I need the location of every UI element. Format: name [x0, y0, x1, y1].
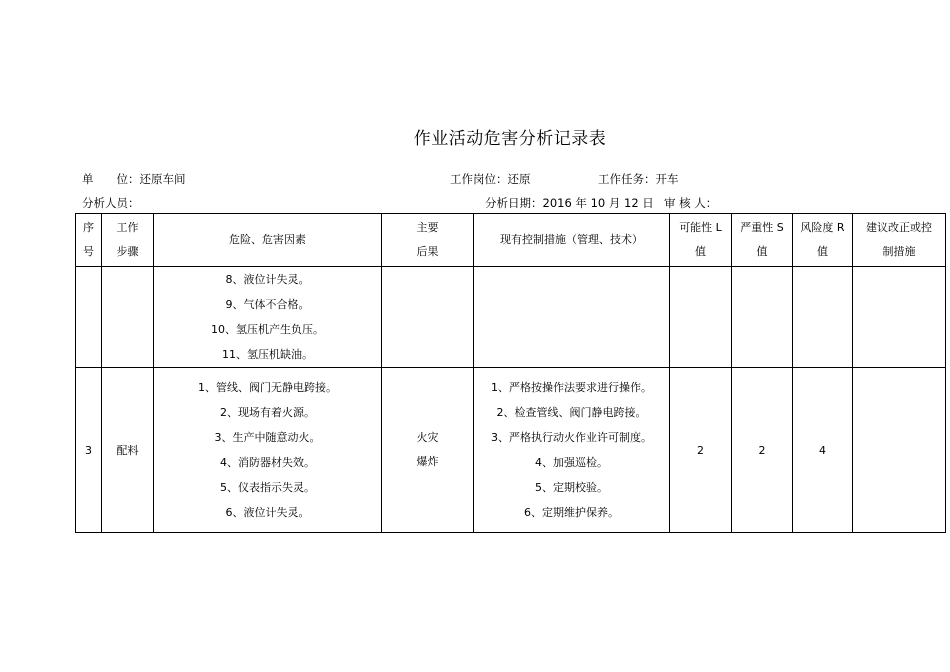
page-title: 作业活动危害分析记录表 [413, 129, 607, 149]
cell-step [102, 267, 154, 368]
cell-risk [793, 267, 853, 368]
unit-label: 单 位： [82, 172, 140, 186]
table-header-row [76, 214, 946, 267]
cell-severity [732, 267, 793, 368]
hazard-item: 5、仪表指示失灵。 [220, 481, 315, 494]
date-label: 分析日期： [485, 196, 543, 210]
cell-consequence: 火灾 爆炸 [382, 368, 474, 533]
cell-seq [76, 267, 102, 368]
header-step: 工作 步骤 [102, 214, 154, 267]
control-item: 2、检查管线、阀门静电跨接。 [496, 406, 647, 419]
header-hazard: 危险、危害因素 [154, 214, 382, 267]
cell-risk: 4 [793, 368, 853, 533]
header-suggestion: 建议改正或控 制措施 [853, 214, 946, 267]
task-field [598, 171, 679, 187]
hazard-item: 6、液位计失灵。 [225, 506, 310, 519]
cell-suggestion [853, 368, 946, 533]
cell-likelihood: 2 [670, 368, 732, 533]
cell-suggestion [853, 267, 946, 368]
date-value: 2016 年 10 月 12 日 [542, 196, 654, 210]
date-field [485, 195, 654, 211]
cell-controls [474, 368, 670, 533]
hazard-item: 9、气体不合格。 [225, 298, 310, 311]
table-row [76, 267, 946, 368]
header-consequence: 主要 后果 [382, 214, 474, 267]
reviewer-label: 审 核 人： [664, 196, 718, 210]
analyst-field [82, 195, 140, 211]
cell-seq: 3 [76, 368, 102, 533]
table-row [76, 368, 946, 533]
analyst-label: 分析人员： [82, 196, 140, 210]
reviewer-field [664, 195, 717, 211]
unit-value: 还原车间 [139, 172, 186, 186]
hazard-item: 11、氢压机缺油。 [222, 348, 313, 361]
post-label: 工作岗位： [450, 172, 508, 186]
hazard-item: 2、现场有着火源。 [220, 406, 315, 419]
header-likelihood: 可能性 L 值 [670, 214, 732, 267]
control-item: 6、定期维护保养。 [524, 506, 619, 519]
hazard-item: 10、氢压机产生负压。 [211, 323, 324, 336]
post-field [450, 171, 531, 187]
task-label: 工作任务： [598, 172, 656, 186]
header-severity: 严重性 S 值 [732, 214, 793, 267]
control-item: 5、定期校验。 [535, 481, 608, 494]
unit-field [82, 171, 186, 187]
control-item: 1、严格按操作法要求进行操作。 [491, 381, 652, 394]
control-item: 4、加强巡检。 [535, 456, 608, 469]
task-value: 开车 [655, 172, 679, 186]
control-item: 3、严格执行动火作业许可制度。 [491, 431, 652, 444]
cell-hazards [154, 267, 382, 368]
cell-hazards [154, 368, 382, 533]
header-risk: 风险度 R 值 [793, 214, 853, 267]
hazard-item: 4、消防器材失效。 [220, 456, 315, 469]
header-controls: 现有控制措施（管理、技术） [474, 214, 670, 267]
header-seq: 序 号 [76, 214, 102, 267]
cell-likelihood [670, 267, 732, 368]
hazard-item: 8、液位计失灵。 [225, 273, 310, 286]
hazard-analysis-table [75, 213, 946, 533]
cell-step: 配料 [102, 368, 154, 533]
cell-controls [474, 267, 670, 368]
cell-consequence [382, 267, 474, 368]
post-value: 还原 [507, 172, 531, 186]
cell-severity: 2 [732, 368, 793, 533]
hazard-item: 1、管线、阀门无静电跨接。 [198, 381, 337, 394]
hazard-item: 3、生产中随意动火。 [214, 431, 321, 444]
